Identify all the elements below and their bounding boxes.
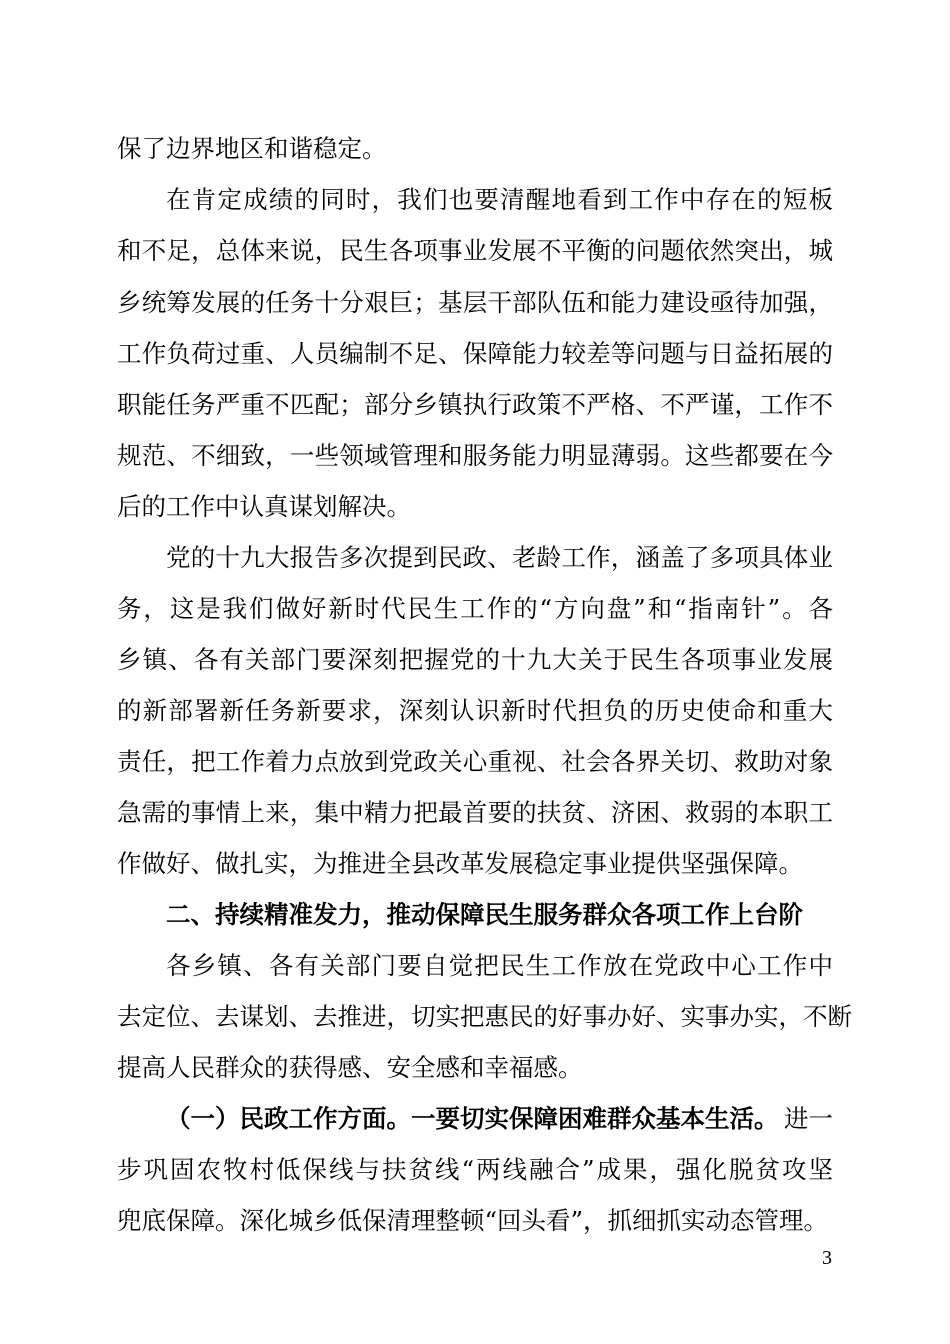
paragraph-line: 后的工作中认真谋划解决。 bbox=[117, 492, 411, 521]
paragraph-line: 的新部署新任务新要求，深刻认识新时代担负的历史使命和重大 bbox=[117, 696, 833, 725]
paragraph-line: 乡统筹发展的任务十分艰巨；基层干部队伍和能力建设亟待加强， bbox=[117, 288, 833, 317]
paragraph-line: 职能任务严重不匹配；部分乡镇执行政策不严格、不严谨，工作不 bbox=[117, 390, 833, 419]
paragraph-line: 各乡镇、各有关部门要自觉把民生工作放在党政中心工作中 bbox=[166, 951, 833, 980]
paragraph-line: 兜底保障。深化城乡低保清理整顿“回头看”，抓细抓实动态管理。 bbox=[117, 1206, 829, 1235]
paragraph-line: 责任，把工作着力点放到党政关心重视、社会各界关切、救助对象 bbox=[117, 747, 833, 776]
paragraph-line: 去定位、去谋划、去推进，切实把惠民的好事办好、实事办实，不断 bbox=[117, 1002, 852, 1031]
paragraph-line: 规范、不细致，一些领域管理和服务能力明显薄弱。这些都要在今 bbox=[117, 441, 833, 470]
paragraph-line: 提高人民群众的获得感、安全感和幸福感。 bbox=[117, 1053, 583, 1082]
paragraph-line: 急需的事情上来，集中精力把最首要的扶贫、济困、救弱的本职工 bbox=[117, 798, 833, 827]
paragraph-line: 党的十九大报告多次提到民政、老龄工作，涵盖了多项具体业 bbox=[166, 543, 833, 572]
section-heading: 二、持续精准发力，推动保障民生服务群众各项工作上台阶 bbox=[166, 900, 803, 929]
page-number: 3 bbox=[822, 1247, 832, 1269]
paragraph-line: 和不足，总体来说，民生各项事业发展不平衡的问题依然突出，城 bbox=[117, 236, 833, 265]
paragraph-line: 在肯定成绩的同时，我们也要清醒地看到工作中存在的短板 bbox=[166, 185, 833, 214]
paragraph-line: 步巩固农牧村低保线与扶贫线“两线融合”成果，强化脱贫攻坚 bbox=[117, 1155, 833, 1184]
paragraph-line: 工作负荷过重、人员编制不足、保障能力较差等问题与日益拓展的 bbox=[117, 339, 833, 368]
paragraph-line: 务，这是我们做好新时代民生工作的“方向盘”和“指南针”。各 bbox=[117, 594, 833, 623]
subsection-heading: （一）民政工作方面。一要切实保障困难群众基本生活。 bbox=[166, 1104, 779, 1133]
paragraph-line: 乡镇、各有关部门要深刻把握党的十九大关于民生各项事业发展 bbox=[117, 645, 833, 674]
paragraph-line: 保了边界地区和谐稳定。 bbox=[117, 134, 387, 163]
paragraph-line: 作做好、做扎实，为推进全县改革发展稳定事业提供坚强保障。 bbox=[117, 849, 803, 878]
paragraph-line: 进一 bbox=[784, 1104, 833, 1133]
